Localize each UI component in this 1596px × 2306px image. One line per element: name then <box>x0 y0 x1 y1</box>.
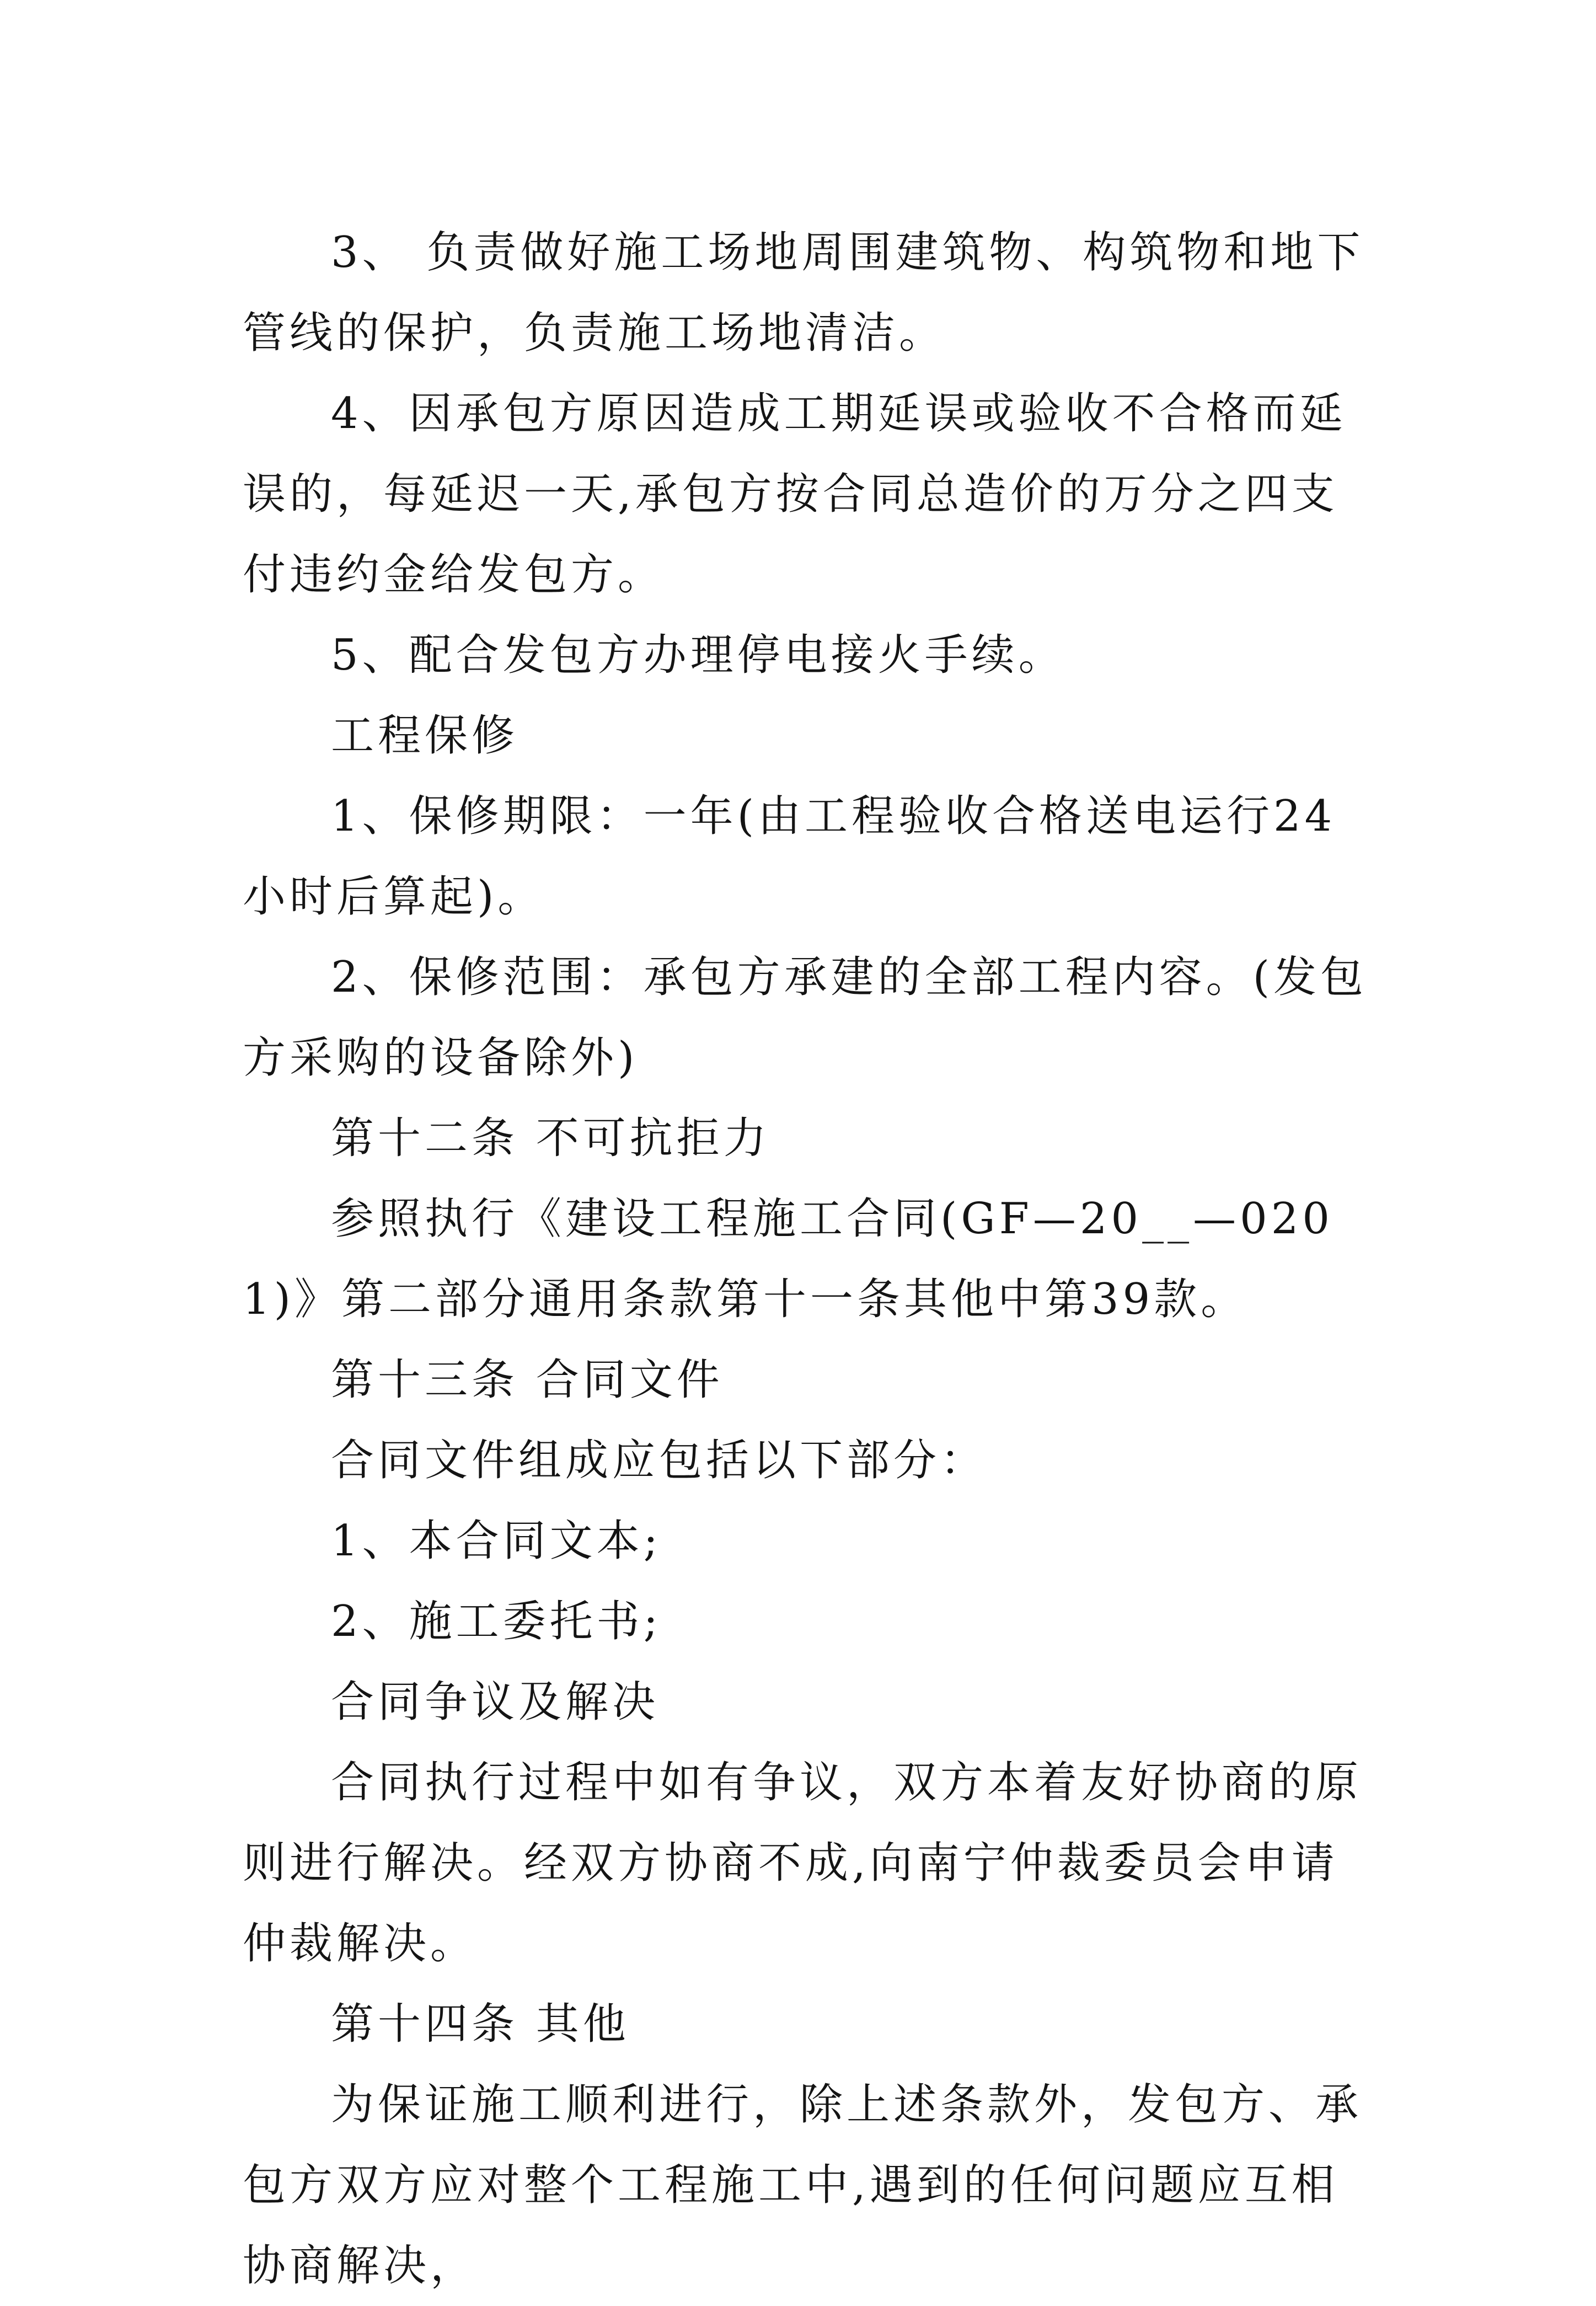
clause-protect-surroundings: 3、 负责做好施工场地周围建筑物、构筑物和地下管线的保护，负责施工场地清洁。 <box>243 228 1364 358</box>
article-heading-13: 第十三条 合同文件 <box>331 1355 724 1405</box>
clause-documents-intro: 合同文件组成应包括以下部分： <box>331 1436 988 1485</box>
list-item-contract-text: 1、本合同文本; <box>331 1516 662 1566</box>
clause-force-majeure-reference: 参照执行《建设工程施工合同(GF—20__—0201)》第二部分通用条款第十一条其他中第39款。 <box>243 1194 1333 1324</box>
section-heading-disputes: 合同争议及解决 <box>331 1677 660 1727</box>
list-item-work-order: 2、施工委托书; <box>331 1597 662 1646</box>
clause-dispute-resolution: 合同执行过程中如有争议，双方本着友好协商的原则进行解决。经双方协商不成,向南宁仲裁委员会申请仲裁解决。 <box>243 1758 1363 1968</box>
article-heading-14: 第十四条 其他 <box>331 1999 630 2049</box>
clause-other-cooperation: 为保证施工顺利进行，除上述条款外，发包方、承包方双方应对整个工程施工中,遇到的任何问题应互相协商解决， <box>243 2080 1363 2291</box>
document-body <box>243 212 1368 2306</box>
clause-warranty-period: 1、保修期限：一年(由工程验收合格送电运行24小时后算起)。 <box>243 791 1336 922</box>
section-heading-warranty: 工程保修 <box>331 711 519 761</box>
clause-delay-penalty: 4、因承包方原因造成工期延误或验收不合格而延误的，每延迟一天,承包方按合同总造价的万分之四支付违约金给发包方。 <box>243 389 1347 600</box>
clause-power-procedures: 5、配合发包方办理停电接火手续。 <box>331 630 1065 680</box>
article-heading-12: 第十二条 不可抗拒力 <box>331 1114 770 1163</box>
clause-warranty-scope: 2、保修范围：承包方承建的全部工程内容。(发包方采购的设备除外) <box>243 953 1368 1083</box>
